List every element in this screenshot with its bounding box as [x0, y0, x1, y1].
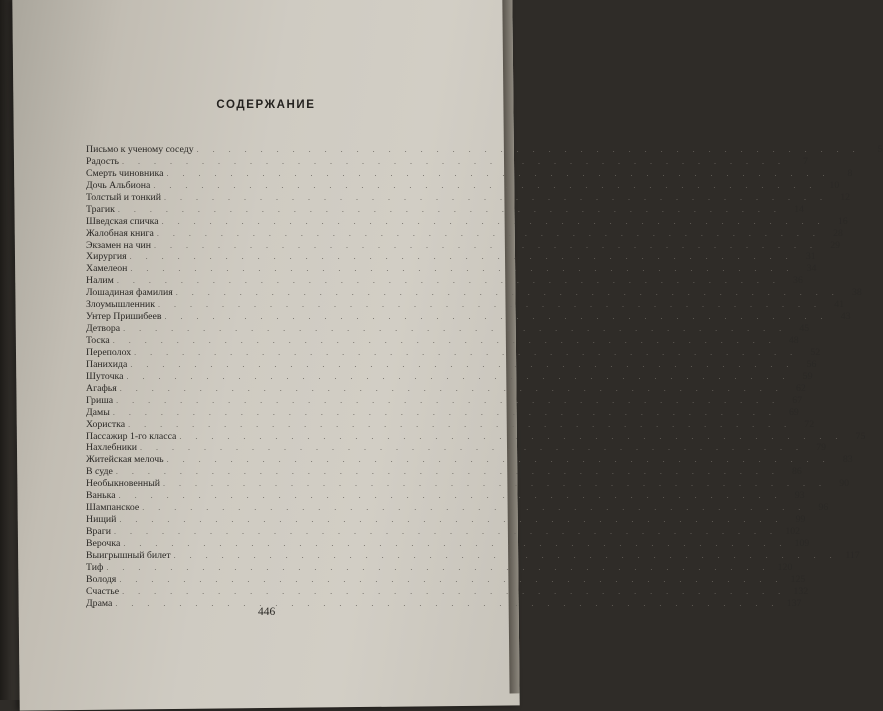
toc-entry	[86, 275, 803, 287]
toc-entry	[86, 263, 817, 275]
toc-entry	[86, 514, 806, 526]
toc-entry	[86, 418, 815, 431]
toc-leader-dots: . . . . . . . . . . . . . . . . . . . . . . . . . . . . . . . . . . . . . . . . . .	[129, 252, 794, 262]
toc-entry-page: 109	[794, 537, 810, 549]
toc-entry-title: Хамелеон	[86, 263, 128, 275]
toc-leader-dots: . . . . . . . . . . . . . . . . . . . . . . . . . . . . . . . . . . . . . . . . . .	[123, 538, 788, 548]
toc-entry	[86, 144, 883, 156]
page-number: 446	[258, 606, 276, 618]
toc-entry-title: Враги	[86, 526, 112, 537]
toc-leader-dots: . . . . . . . . . . . . . . . . . . . . . . . . . . . . . . . . . . . . . . . . . .	[119, 515, 784, 525]
toc-entry	[86, 358, 817, 371]
toc-entry-page: 5	[877, 144, 883, 155]
toc-leader-dots: . . . . . . . . . . . . . . . . . . . . . . . . . . . . . . . . . . . . . . . . . .	[117, 204, 782, 214]
toc-entry-title: Шведская спичка	[86, 215, 159, 227]
toc-entry-title: Унтер Пришибеев	[86, 311, 162, 323]
toc-entry-page: 79	[816, 442, 827, 454]
toc-entry-title: Дамы	[86, 406, 110, 418]
toc-entry-title: Житейская мелочь	[86, 454, 164, 466]
toc-entry	[86, 323, 810, 335]
toc-entry-page: 93	[794, 490, 805, 502]
toc-entry-page: 34	[806, 263, 817, 275]
toc-entry	[86, 215, 848, 228]
toc-leader-dots: . . . . . . . . . . . . . . . . . . . . . . . . . . . . . . . . . . . . . . . . . .	[106, 562, 771, 572]
toc-entry-title: Необыкновенный	[86, 478, 161, 490]
toc-entry-title: Радость	[86, 155, 120, 167]
toc-leader-dots: . . . . . . . . . . . . . . . . . . . . . . . . . . . . . . . . . . . . . . . . . .	[166, 455, 831, 465]
toc-entry-page: 48	[788, 335, 799, 346]
toc-leader-dots: . . . . . . . . . . . . . . . . . . . . . . . . . . . . . . . . . . . . . . . . . .	[158, 300, 823, 310]
toc-entry-page: 69	[789, 406, 799, 418]
toc-leader-dots: . . . . . . . . . . . . . . . . . . . . . . . . . . . . . . . . . . . . . . . . . .	[140, 443, 805, 453]
toc-entry-title: Смерть чиновника	[86, 167, 164, 179]
toc-entry-page: 90	[839, 478, 850, 490]
toc-entry	[86, 478, 850, 490]
toc-entry-title: Хористка	[86, 418, 126, 430]
toc-entry-page: 36	[793, 275, 803, 287]
toc-entry	[86, 239, 841, 252]
toc-entry-title: Толстый и тонкий	[86, 191, 162, 203]
toc-entry	[86, 549, 860, 562]
toc-leader-dots: . . . . . . . . . . . . . . . . . . . . . . . . . . . . . . . . . . . . . . . . . .	[112, 336, 777, 345]
toc-leader-dots: . . . . . . . . . . . . . . . . . . . . . . . . . . . . . . . . . . . . . . . . . .	[179, 431, 844, 441]
toc-leader-dots: . . . . . . . . . . . . . . . . . . . . . . . . . . . . . . . . . . . . . . . . . .	[130, 359, 795, 369]
toc-leader-dots: . . . . . . . . . . . . . . . . . . . . . . . . . . . . . . . . . . . . . . . . . .	[123, 324, 788, 334]
toc-entry-page: 28	[833, 227, 843, 239]
toc-entry-title: Агафья	[86, 382, 117, 394]
toc-entry	[86, 573, 806, 586]
toc-list	[86, 144, 883, 610]
toc-entry-title: Шуточка	[86, 370, 124, 382]
toc-leader-dots: . . . . . . . . . . . . . . . . . . . . . . . . . . . . . . . . . . . . . . . . . .	[173, 550, 838, 560]
toc-entry-page: 72	[804, 418, 815, 430]
toc-entry-page: 62	[795, 382, 806, 394]
toc-leader-dots: . . . . . . . . . . . . . . . . . . . . . . . . . . . . . . . . . . . . . . . . . .	[154, 240, 819, 250]
toc-leader-dots: . . . . . . . . . . . . . . . . . . . . . . . . . . . . . . . . . . . . . . . . . .	[122, 156, 787, 166]
toc-entry	[86, 203, 804, 216]
toc-leader-dots: . . . . . . . . . . . . . . . . . . . . . . . . . . . . . . . . . . . . . . . . . .	[119, 574, 784, 584]
toc-entry-title: Драма	[86, 597, 113, 609]
toc-leader-dots: . . . . . . . . . . . . . . . . . . . . . . . . . . . . . . . . . . . . . . . . . .	[153, 180, 818, 190]
toc-entry-page: 12	[840, 191, 851, 203]
toc-entry-title: Экзамен на чин	[86, 239, 152, 251]
toc-entry-page: 43	[840, 311, 851, 323]
toc-entry	[86, 370, 813, 383]
toc-entry-title: Лошадиная фамилия	[86, 287, 173, 299]
toc-entry-title: Счастье	[86, 585, 120, 597]
toc-entry	[86, 502, 829, 514]
toc-entry-title: Дочь Альбиона	[86, 179, 151, 191]
toc-entry-title: Трагик	[86, 203, 115, 215]
toc-leader-dots: . . . . . . . . . . . . . . . . . . . . . . . . . . . . . . . . . . . . . . . . . .	[114, 527, 779, 536]
toc-entry-title: Панихида	[86, 358, 128, 370]
toc-entry-title: Тоска	[86, 335, 110, 346]
toc-entry-page: 14	[794, 203, 804, 215]
toc-entry-title: Хирургия	[86, 251, 127, 263]
toc-entry-page: 99	[795, 514, 806, 526]
toc-entry	[86, 561, 793, 574]
toc-entry	[86, 466, 802, 478]
toc-entry-page: 67	[792, 394, 803, 406]
toc-leader-dots: . . . . . . . . . . . . . . . . . . . . . . . . . . . . . . . . . . . . . . . . . .	[126, 371, 791, 381]
toc-entry	[86, 179, 840, 192]
toc-entry	[86, 490, 805, 502]
toc-entry-page: 7	[803, 155, 809, 167]
toc-entry-page: 31	[805, 251, 816, 263]
toc-entry-page: 16	[837, 215, 848, 227]
toc-leader-dots: . . . . . . . . . . . . . . . . . . . . . . . . . . . . . . . . . . . . . . . . . .	[196, 145, 861, 154]
toc-entry-title: Злоумышленник	[86, 299, 156, 311]
toc-entry-title: Налим	[86, 275, 114, 287]
toc-entry-title: Нахлебники	[86, 442, 138, 454]
table-of-contents	[86, 99, 883, 610]
toc-leader-dots: . . . . . . . . . . . . . . . . . . . . . . . . . . . . . . . . . . . . . . . . . .	[119, 383, 784, 393]
toc-leader-dots: . . . . . . . . . . . . . . . . . . . . . . . . . . . . . . . . . . . . . . . . . .	[128, 419, 793, 429]
toc-entry-title: Детвора	[86, 323, 121, 335]
toc-entry-title: Шампанское	[86, 502, 140, 514]
toc-entry-page: 38	[851, 287, 862, 299]
toc-leader-dots: . . . . . . . . . . . . . . . . . . . . . . . . . . . . . . . . . . . . . . . . . .	[164, 312, 829, 322]
toc-entry	[86, 191, 851, 204]
toc-leader-dots: . . . . . . . . . . . . . . . . . . . . . . . . . . . . . . . . . . . . . . . . . .	[116, 395, 781, 405]
toc-entry	[86, 442, 827, 454]
toc-entry	[86, 585, 809, 598]
toc-entry-page: 117	[845, 549, 860, 561]
toc-entry	[86, 394, 803, 407]
toc-entry-page: 125	[790, 573, 806, 585]
toc-entry-page: 52	[810, 346, 821, 358]
toc-entry-title: В суде	[86, 466, 113, 478]
toc-leader-dots: . . . . . . . . . . . . . . . . . . . . . . . . . . . . . . . . . . . . . . . . . .	[122, 586, 787, 596]
toc-entry	[86, 155, 809, 168]
toc-entry-title: Выигрышный билет	[86, 549, 171, 561]
toc-entry-title: Ванька	[86, 490, 116, 502]
toc-entry	[86, 430, 866, 443]
toc-leader-dots: . . . . . . . . . . . . . . . . . . . . . . . . . . . . . . . . . . . . . . . . . .	[130, 264, 795, 274]
toc-entry-page: 29	[830, 239, 841, 251]
toc-leader-dots: . . . . . . . . . . . . . . . . . . . . . . . . . . . . . . . . . . . . . . . . . .	[163, 479, 828, 489]
toc-entry-page: 45	[799, 323, 810, 335]
toc-leader-dots: . . . . . . . . . . . . . . . . . . . . . . . . . . . . . . . . . . . . . . . . . .	[166, 168, 831, 178]
toc-entry	[86, 406, 799, 419]
toc-leader-dots: . . . . . . . . . . . . . . . . . . . . . . . . . . . . . . . . . . . . . . . . . .	[164, 192, 829, 202]
toc-entry-title: Нищий	[86, 514, 117, 526]
toc-entry-page: 137	[786, 597, 802, 609]
toc-entry	[86, 382, 806, 395]
toc-entry-page: 75	[855, 430, 866, 442]
toc-leader-dots: . . . . . . . . . . . . . . . . . . . . . . . . . . . . . . . . . . . . . . . . . .	[118, 491, 783, 501]
toc-entry-title: Переполох	[86, 346, 132, 358]
toc-leader-dots: . . . . . . . . . . . . . . . . . . . . . . . . . . . . . . . . . . . . . . . . . .	[116, 276, 781, 286]
toc-entry	[86, 251, 816, 263]
toc-entry-title: Жалобная книга	[86, 227, 154, 239]
toc-entry	[86, 311, 851, 323]
toc-entry-page: 10	[829, 179, 840, 191]
toc-entry-title: Письмо к ученому соседу	[86, 144, 194, 155]
toc-entry-page: 41	[834, 299, 845, 311]
toc-title: СОДЕРЖАНИЕ	[216, 99, 316, 111]
toc-entry	[86, 299, 845, 311]
toc-entry	[86, 287, 862, 299]
toc-leader-dots: . . . . . . . . . . . . . . . . . . . . . . . . . . . . . . . . . . . . . . . . . .	[156, 228, 821, 238]
toc-entry-page: 102	[785, 526, 801, 537]
toc-entry	[86, 346, 821, 359]
toc-leader-dots: . . . . . . . . . . . . . . . . . . . . . . . . . . . . . . . . . . . . . . . . . .	[161, 216, 826, 226]
toc-entry	[86, 597, 802, 610]
toc-entry-page: 86	[792, 466, 802, 478]
toc-entry-title: Пассажир 1-го класса	[86, 430, 177, 442]
toc-entry-title: Тиф	[86, 561, 104, 573]
toc-leader-dots: . . . . . . . . . . . . . . . . . . . . . . . . . . . . . . . . . . . . . . . . . .	[115, 598, 780, 608]
toc-entry	[86, 454, 853, 466]
toc-leader-dots: . . . . . . . . . . . . . . . . . . . . . . . . . . . . . . . . . . . . . . . . . .	[142, 503, 807, 513]
toc-leader-dots: . . . . . . . . . . . . . . . . . . . . . . . . . . . . . . . . . . . . . . . . . .	[134, 347, 799, 357]
toc-leader-dots: . . . . . . . . . . . . . . . . . . . . . . . . . . . . . . . . . . . . . . . . . .	[175, 288, 840, 298]
toc-entry	[86, 537, 810, 550]
toc-entry	[86, 526, 801, 538]
toc-leader-dots: . . . . . . . . . . . . . . . . . . . . . . . . . . . . . . . . . . . . . . . . . .	[112, 407, 777, 417]
toc-entry-page: 96	[818, 502, 829, 514]
toc-entry-title: Володя	[86, 573, 117, 585]
toc-entry	[86, 227, 843, 240]
toc-entry-page: 83	[842, 454, 853, 466]
toc-entry	[86, 335, 799, 347]
toc-entry-page: 132	[793, 585, 809, 597]
toc-entry-page: 8	[847, 167, 853, 179]
toc-entry-page: 120	[777, 561, 793, 573]
toc-leader-dots: . . . . . . . . . . . . . . . . . . . . . . . . . . . . . . . . . . . . . . . . . .	[115, 467, 780, 477]
toc-entry-page: 59	[802, 370, 813, 382]
toc-entry-title: Верочка	[86, 537, 121, 549]
toc-entry-title: Гриша	[86, 394, 114, 406]
toc-entry-page: 56	[806, 358, 817, 370]
toc-entry	[86, 167, 853, 180]
